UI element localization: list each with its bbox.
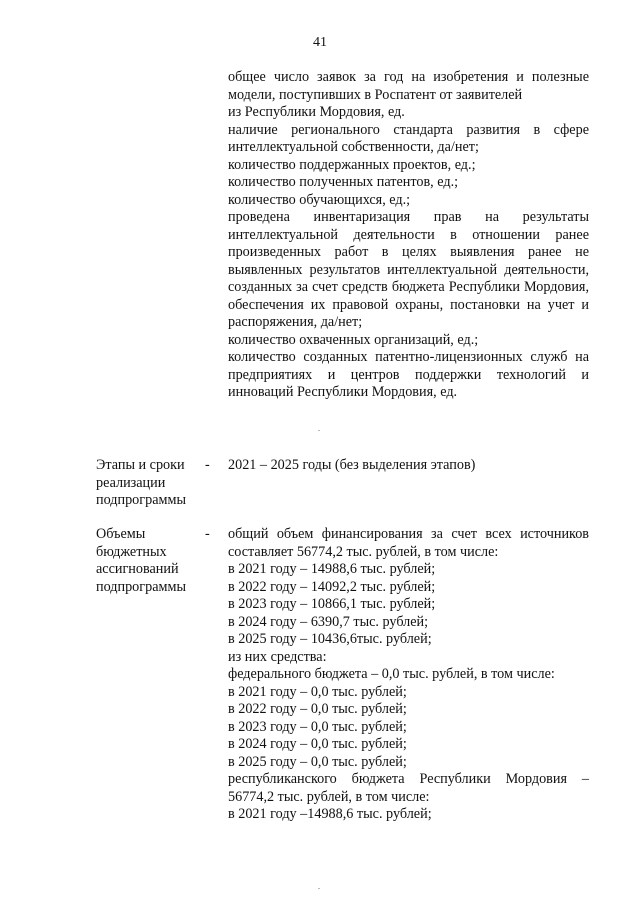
stages-dash: -: [205, 457, 210, 473]
scan-speck: [318, 430, 320, 431]
funding-label: Объемы бюджетных ассигнований подпрограммы: [96, 526, 186, 595]
funding-line: в 2024 году – 0,0 тыс. рублей;: [228, 736, 407, 752]
funding-line: республиканского бюджета Республики Мордовия – 56774,2 тыс. рублей, в том числе:: [228, 771, 589, 805]
funding-line: федерального бюджета – 0,0 тыс. рублей, в том числе:: [228, 666, 555, 682]
funding-line: общий объем финансирования за счет всех источников составляет 56774,2 тыс. рублей, в том числе:: [228, 526, 589, 560]
stages-label: Этапы и сроки реализации подпрограммы: [96, 457, 186, 508]
funding-line: в 2022 году – 14092,2 тыс. рублей;: [228, 578, 436, 595]
indicator-item: количество полученных патентов, ед.;: [228, 174, 459, 190]
indicator-item: наличие регионального стандарта развития в сфере интеллектуальной собственности, да/нет;: [228, 121, 589, 155]
funding-line: в 2025 году – 0,0 тыс. рублей;: [228, 753, 407, 770]
scan-speck: [318, 888, 320, 889]
funding-line: в 2023 году – 0,0 тыс. рублей;: [228, 718, 407, 735]
indicator-item: количество охваченных организаций, ед.;: [228, 331, 479, 348]
funding-line: в 2021 году – 0,0 тыс. рублей;: [228, 683, 407, 700]
funding-dash: -: [205, 526, 210, 542]
funding-line: в 2022 году – 0,0 тыс. рублей;: [228, 701, 407, 717]
indicators-list: [228, 69, 589, 402]
indicator-item: общее число заявок за год на изобретения и полезные модели, поступивших в Роспатент от заявителей: [228, 69, 589, 103]
page-number: 41: [313, 35, 327, 50]
indicator-item: количество поддержанных проектов, ед.;: [228, 156, 476, 173]
indicator-item: проведена инвентаризация прав на результаты интеллектуальной деятельности в отношении ранее произведенных работ в целях выявления ранее не выявленных результатов интеллектуальной деятельности, созданных за счет средств бюджета Республики Мордовия, обеспечения их правовой охраны, постановки на учет и распоряжения, да/нет;: [228, 209, 589, 330]
funding-line: в 2023 году – 10866,1 тыс. рублей;: [228, 596, 436, 612]
indicator-item: количество созданных патентно-лицензионных служб на предприятиях и центров поддержки технологий и инноваций Республики Мордовия, ед.: [228, 349, 589, 400]
stages-value: [228, 457, 589, 475]
funding-line: в 2025 году – 10436,6тыс. рублей;: [228, 631, 432, 647]
funding-line: в 2021 году –14988,6 тыс. рублей;: [228, 806, 432, 822]
stages-value-text: 2021 – 2025 годы (без выделения этапов): [228, 457, 476, 473]
indicator-item: количество обучающихся, ед.;: [228, 191, 411, 208]
funding-line: в 2021 году – 14988,6 тыс. рублей;: [228, 561, 436, 577]
indicator-item: из Республики Мордовия, ед.: [228, 104, 405, 120]
funding-line: из них средства:: [228, 648, 327, 665]
funding-details: [228, 526, 589, 824]
funding-line: в 2024 году – 6390,7 тыс. рублей;: [228, 613, 429, 630]
